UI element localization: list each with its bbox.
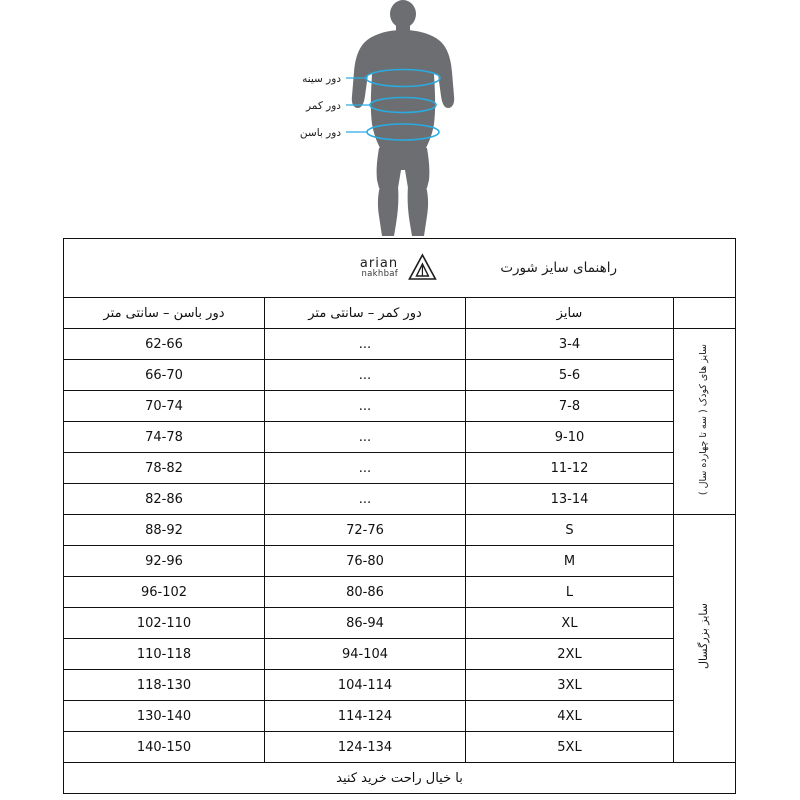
cell-hip: 92-96 [64, 546, 265, 577]
group-label-kids [674, 329, 736, 515]
cell-waist: 114-124 [265, 701, 466, 732]
cell-hip: 70-74 [64, 391, 265, 422]
page-title: راهنمای سایز شورت [500, 260, 617, 276]
cell-size: M [466, 546, 674, 577]
footer-message: با خیال راحت خرید کنید [64, 763, 736, 794]
table-header-row [64, 298, 736, 329]
cell-waist: ... [265, 422, 466, 453]
cell-waist: 86-94 [265, 608, 466, 639]
cell-waist: 104-114 [265, 670, 466, 701]
group-label-adult [674, 515, 736, 763]
header-hip: دور باسن – سانتی متر [64, 298, 265, 329]
cell-waist: 124-134 [265, 732, 466, 763]
table-row [64, 732, 736, 763]
arian-triangle-icon [405, 251, 439, 285]
cell-hip: 118-130 [64, 670, 265, 701]
cell-hip: 62-66 [64, 329, 265, 360]
cell-hip: 102-110 [64, 608, 265, 639]
cell-size: L [466, 577, 674, 608]
cell-size: XL [466, 608, 674, 639]
cell-size: 4XL [466, 701, 674, 732]
table-row [64, 360, 736, 391]
cell-size: 11-12 [466, 453, 674, 484]
cell-hip: 110-118 [64, 639, 265, 670]
table-row [64, 329, 736, 360]
table-row [64, 391, 736, 422]
header-waist: دور کمر – سانتی متر [265, 298, 466, 329]
table-row [64, 515, 736, 546]
cell-size: 5-6 [466, 360, 674, 391]
group-label-kids-text: سایز های کودک ( سه تا چهارده سال ) [698, 343, 710, 496]
group-label-adult-text: سایز بزرگسال [697, 603, 711, 670]
cell-size: 3XL [466, 670, 674, 701]
cell-size: 3-4 [466, 329, 674, 360]
table-row [64, 670, 736, 701]
brand-logo [360, 251, 439, 285]
table-title-cell [64, 239, 736, 298]
cell-hip: 130-140 [64, 701, 265, 732]
size-table-wrapper [64, 238, 736, 794]
cell-hip: 74-78 [64, 422, 265, 453]
male-body-silhouette [0, 0, 800, 238]
table-row [64, 453, 736, 484]
cell-hip: 78-82 [64, 453, 265, 484]
cell-waist: ... [265, 329, 466, 360]
table-row [64, 608, 736, 639]
size-table [63, 238, 736, 794]
cell-size: 5XL [466, 732, 674, 763]
brand-name: arian [359, 255, 399, 271]
table-footer-row [64, 763, 736, 794]
table-row [64, 422, 736, 453]
cell-waist: ... [265, 453, 466, 484]
cell-size: 13-14 [466, 484, 674, 515]
cell-waist: 80-86 [265, 577, 466, 608]
cell-waist: 94-104 [265, 639, 466, 670]
cell-size: S [466, 515, 674, 546]
header-spacer-cell [674, 298, 736, 329]
body-figure-area [0, 0, 800, 238]
table-row [64, 546, 736, 577]
cell-hip: 66-70 [64, 360, 265, 391]
table-title-row [64, 239, 736, 298]
cell-hip: 140-150 [64, 732, 265, 763]
figure-label-chest: دور سینه [302, 73, 341, 85]
cell-size: 2XL [466, 639, 674, 670]
cell-size: 9-10 [466, 422, 674, 453]
cell-waist: 72-76 [265, 515, 466, 546]
table-row [64, 484, 736, 515]
cell-waist: ... [265, 484, 466, 515]
header-size: سایز [466, 298, 674, 329]
cell-waist: ... [265, 360, 466, 391]
table-row [64, 577, 736, 608]
cell-hip: 96-102 [64, 577, 265, 608]
cell-waist: 76-80 [265, 546, 466, 577]
figure-label-waist: دور کمر [305, 100, 341, 112]
table-row [64, 639, 736, 670]
cell-hip: 82-86 [64, 484, 265, 515]
cell-size: 7-8 [466, 391, 674, 422]
table-row [64, 701, 736, 732]
figure-label-hip: دور باسن [299, 127, 341, 139]
cell-hip: 88-92 [64, 515, 265, 546]
brand-subname: nakhbaf [361, 269, 399, 280]
cell-waist: ... [265, 391, 466, 422]
